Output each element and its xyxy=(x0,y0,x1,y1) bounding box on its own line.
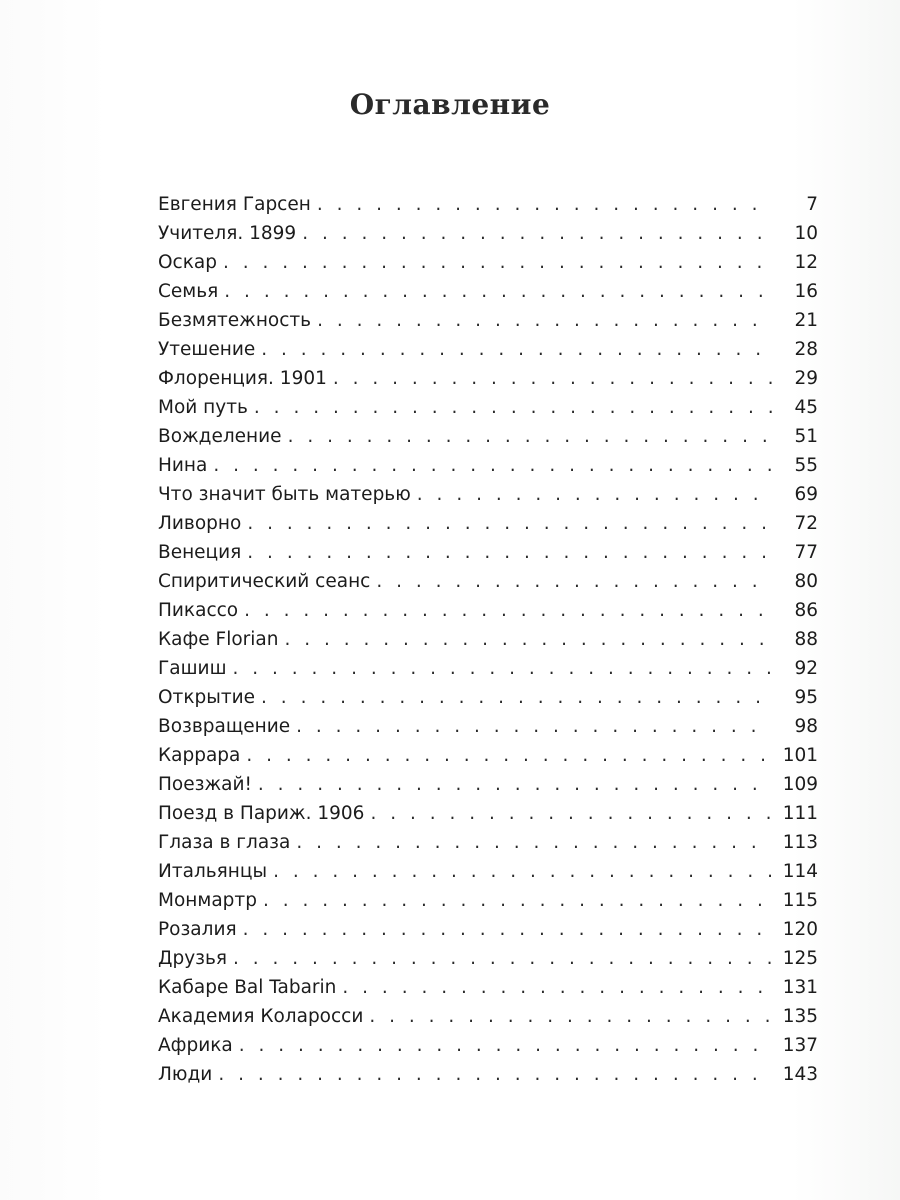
dot-leader xyxy=(223,248,772,277)
dot-leader xyxy=(284,625,772,654)
toc-entry-title: Семья xyxy=(158,281,219,302)
toc-entry-page-number: 29 xyxy=(794,368,818,389)
toc-entry-page-number: 80 xyxy=(794,571,818,592)
toc-entry-title: Оскар xyxy=(158,252,217,273)
toc-entry-title: Розалия xyxy=(158,919,237,940)
toc-entry xyxy=(158,1002,818,1031)
toc-entry xyxy=(158,451,818,480)
toc-entry-title: Флоренция. 1901 xyxy=(158,368,327,389)
toc-entry-page-number: 16 xyxy=(794,281,818,302)
toc-entry xyxy=(158,1060,818,1089)
toc-entry-page-number: 125 xyxy=(782,948,818,969)
toc-entry-title: Пикассо xyxy=(158,600,239,621)
toc-entry xyxy=(158,248,818,277)
toc-entry-title: Кабаре Bal Tabarin xyxy=(158,977,337,998)
dot-leader xyxy=(296,712,772,741)
toc-entry-page-number: 135 xyxy=(782,1006,818,1027)
toc-entry-page-number: 55 xyxy=(794,455,818,476)
table-of-contents xyxy=(158,190,818,1089)
toc-entry-title: Глаза в глаза xyxy=(158,832,291,853)
dot-leader xyxy=(333,364,772,393)
dot-leader xyxy=(213,451,772,480)
dot-leader xyxy=(273,857,772,886)
toc-entry-title: Монмартр xyxy=(158,890,257,911)
dot-leader xyxy=(246,741,772,770)
toc-entry xyxy=(158,857,818,886)
toc-entry-page-number: 98 xyxy=(794,716,818,737)
dot-leader xyxy=(243,915,772,944)
toc-entry-page-number: 72 xyxy=(794,513,818,534)
toc-entry xyxy=(158,915,818,944)
toc-entry xyxy=(158,364,818,393)
dot-leader xyxy=(317,190,772,219)
dot-leader xyxy=(254,393,772,422)
toc-entry-title: Академия Коларосси xyxy=(158,1006,364,1027)
toc-entry xyxy=(158,770,818,799)
dot-leader xyxy=(417,480,772,509)
toc-entry xyxy=(158,741,818,770)
toc-entry-page-number: 143 xyxy=(782,1064,818,1085)
dot-leader xyxy=(258,770,772,799)
toc-entry-page-number: 69 xyxy=(794,484,818,505)
toc-entry-title: Возвращение xyxy=(158,716,291,737)
dot-leader xyxy=(247,509,772,538)
toc-entry-page-number: 131 xyxy=(782,977,818,998)
toc-entry-page-number: 88 xyxy=(794,629,818,650)
toc-entry xyxy=(158,828,818,857)
toc-entry xyxy=(158,944,818,973)
toc-entry-page-number: 137 xyxy=(782,1035,818,1056)
toc-entry-page-number: 113 xyxy=(782,832,818,853)
toc-entry xyxy=(158,335,818,364)
toc-entry xyxy=(158,567,818,596)
toc-entry-page-number: 45 xyxy=(794,397,818,418)
dot-leader xyxy=(239,1031,772,1060)
dot-leader xyxy=(244,596,772,625)
toc-entry xyxy=(158,509,818,538)
toc-entry-page-number: 101 xyxy=(782,745,818,766)
toc-entry-title: Нина xyxy=(158,455,208,476)
toc-entry-title: Итальянцы xyxy=(158,861,268,882)
dot-leader xyxy=(369,1002,772,1031)
toc-entry xyxy=(158,596,818,625)
toc-entry-page-number: 92 xyxy=(794,658,818,679)
toc-entry-title: Каррара xyxy=(158,745,241,766)
dot-leader xyxy=(296,828,772,857)
toc-entry-page-number: 77 xyxy=(794,542,818,563)
toc-entry xyxy=(158,190,818,219)
toc-entry xyxy=(158,422,818,451)
dot-leader xyxy=(218,1060,772,1089)
dot-leader xyxy=(263,886,772,915)
toc-entry-title: Друзья xyxy=(158,948,228,969)
toc-entry xyxy=(158,625,818,654)
toc-entry-page-number: 12 xyxy=(794,252,818,273)
toc-entry-page-number: 95 xyxy=(794,687,818,708)
toc-entry-title: Поезжай! xyxy=(158,774,252,795)
toc-entry-page-number: 86 xyxy=(794,600,818,621)
dot-leader xyxy=(247,538,772,567)
toc-entry-page-number: 114 xyxy=(782,861,818,882)
toc-entry-title: Поезд в Париж. 1906 xyxy=(158,803,365,824)
toc-entry-title: Евгения Гарсен xyxy=(158,194,311,215)
toc-entry-page-number: 111 xyxy=(782,803,818,824)
dot-leader xyxy=(342,973,772,1002)
dot-leader xyxy=(224,277,772,306)
toc-entry xyxy=(158,799,818,828)
toc-entry-page-number: 7 xyxy=(806,194,818,215)
toc-entry-title: Учителя. 1899 xyxy=(158,223,297,244)
toc-entry xyxy=(158,277,818,306)
toc-entry-title: Что значит быть матерью xyxy=(158,484,411,505)
toc-entry-title: Мой путь xyxy=(158,397,248,418)
toc-entry xyxy=(158,683,818,712)
toc-entry-title: Ливорно xyxy=(158,513,242,534)
toc-entry-title: Венеция xyxy=(158,542,242,563)
toc-entry xyxy=(158,538,818,567)
toc-entry-title: Люди xyxy=(158,1064,213,1085)
page-title: Оглавление xyxy=(349,88,551,121)
toc-entry-page-number: 28 xyxy=(794,339,818,360)
toc-entry xyxy=(158,886,818,915)
toc-entry-title: Утешение xyxy=(158,339,256,360)
toc-entry-title: Безмятежность xyxy=(158,310,312,331)
toc-entry-title: Гашиш xyxy=(158,658,227,679)
toc-entry-title: Африка xyxy=(158,1035,233,1056)
dot-leader xyxy=(233,654,773,683)
dot-leader xyxy=(376,567,772,596)
dot-leader xyxy=(261,335,772,364)
toc-entry xyxy=(158,393,818,422)
toc-entry xyxy=(158,654,818,683)
toc-entry xyxy=(158,712,818,741)
toc-entry xyxy=(158,306,818,335)
toc-entry-title: Спиритический сеанс xyxy=(158,571,371,592)
dot-leader xyxy=(288,422,772,451)
toc-entry-title: Открытие xyxy=(158,687,256,708)
dot-leader xyxy=(370,799,772,828)
toc-entry-page-number: 10 xyxy=(794,223,818,244)
toc-entry-page-number: 51 xyxy=(794,426,818,447)
toc-entry xyxy=(158,219,818,248)
toc-entry-title: Кафе Florian xyxy=(158,629,279,650)
toc-entry xyxy=(158,1031,818,1060)
dot-leader xyxy=(261,683,772,712)
dot-leader xyxy=(302,219,772,248)
toc-entry xyxy=(158,973,818,1002)
toc-entry-page-number: 109 xyxy=(782,774,818,795)
toc-entry xyxy=(158,480,818,509)
toc-entry-title: Вожделение xyxy=(158,426,282,447)
toc-entry-page-number: 120 xyxy=(782,919,818,940)
dot-leader xyxy=(317,306,772,335)
dot-leader xyxy=(233,944,772,973)
toc-entry-page-number: 115 xyxy=(782,890,818,911)
toc-entry-page-number: 21 xyxy=(794,310,818,331)
